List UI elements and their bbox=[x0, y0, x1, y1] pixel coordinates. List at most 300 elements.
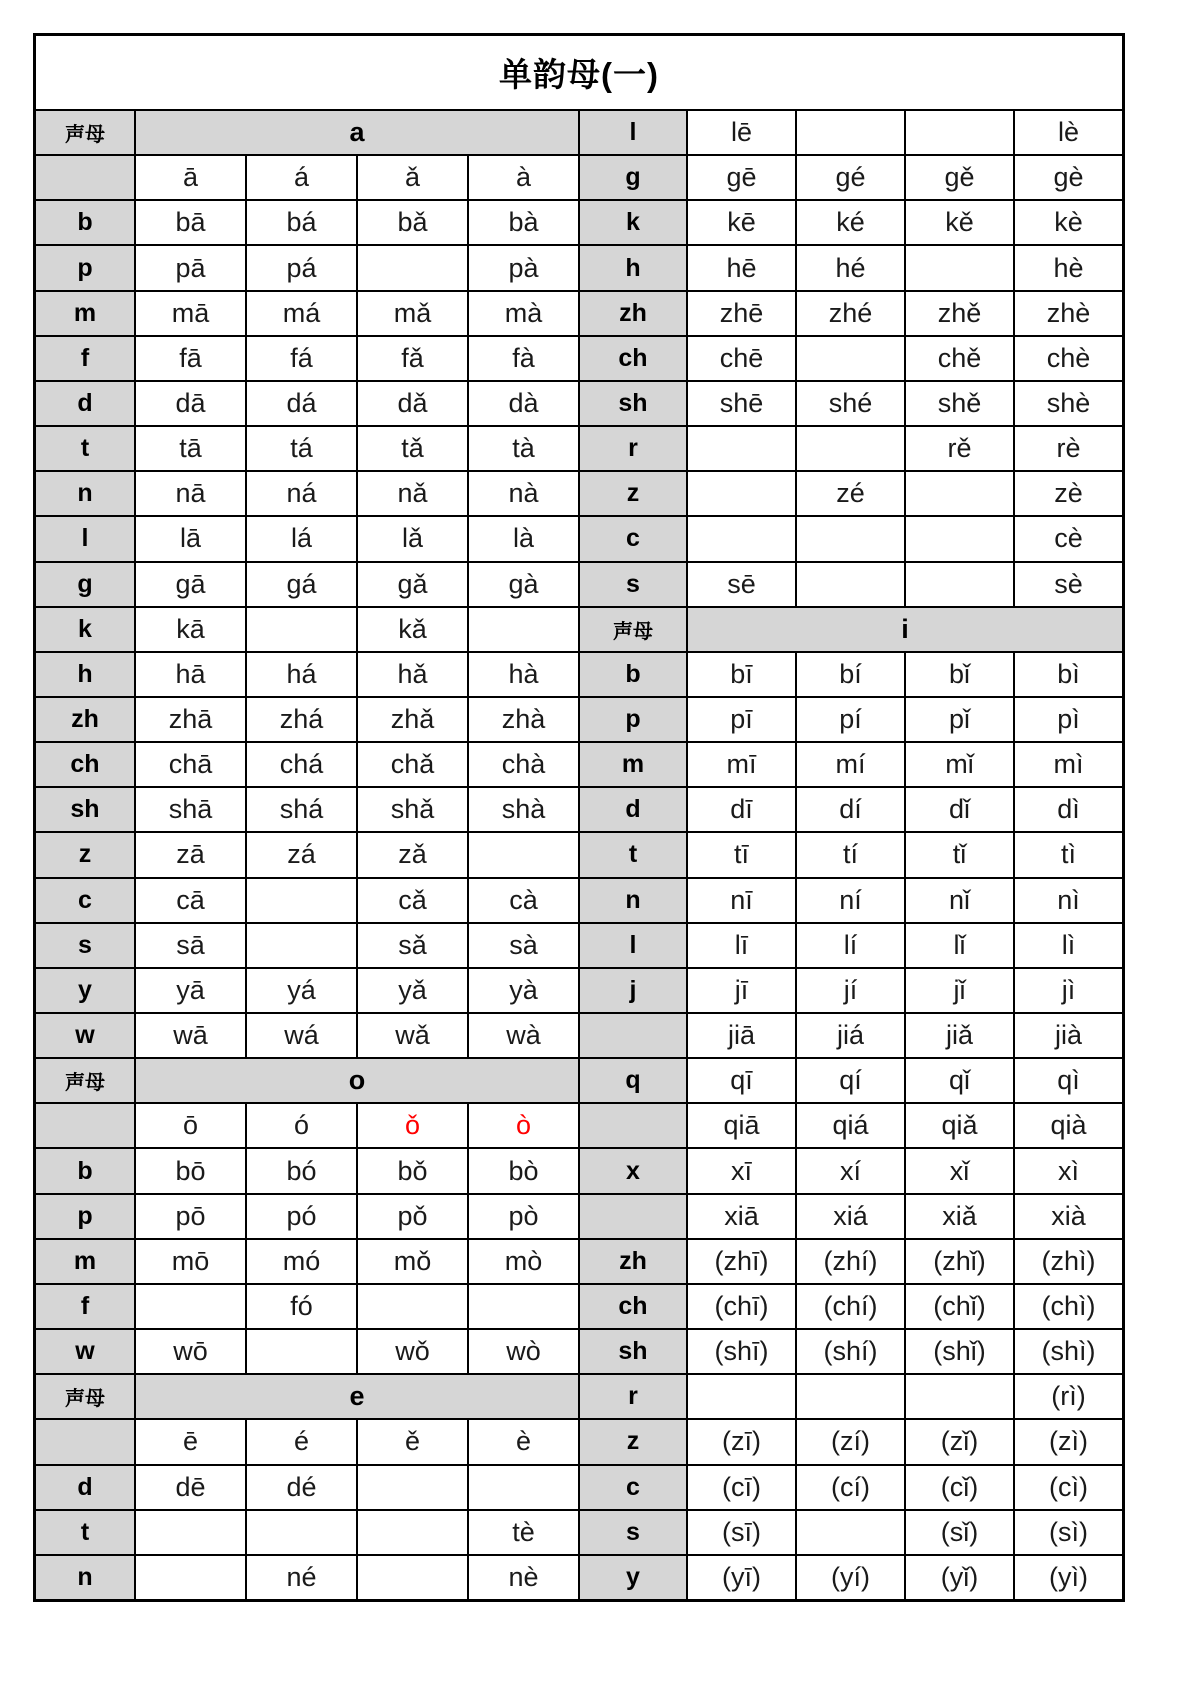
pinyin-cell-right-tone1: qiā bbox=[688, 1104, 795, 1147]
initial-cell-n: n bbox=[580, 879, 686, 922]
pinyin-cell-left-tone1: ē bbox=[136, 1420, 245, 1463]
pinyin-cell-left-tone1: dē bbox=[136, 1466, 245, 1509]
pinyin-cell-left-tone2: dá bbox=[247, 382, 356, 425]
pinyin-cell-right-tone3: shě bbox=[906, 382, 1013, 425]
pinyin-cell-right-tone2: qiá bbox=[797, 1104, 904, 1147]
pinyin-cell-right-tone3: kě bbox=[906, 201, 1013, 244]
pinyin-cell-left-tone2: mó bbox=[247, 1240, 356, 1283]
pinyin-cell-right-tone2 bbox=[797, 517, 904, 560]
pinyin-cell-right-tone4: (zì) bbox=[1015, 1420, 1122, 1463]
pinyin-cell-right-tone3 bbox=[906, 1375, 1013, 1418]
initial-cell-x: x bbox=[580, 1149, 686, 1192]
pinyin-cell-left-tone3: hǎ bbox=[358, 653, 467, 696]
pinyin-cell-left-tone2: á bbox=[247, 156, 356, 199]
pinyin-cell-right-tone3: chě bbox=[906, 337, 1013, 380]
initial-cell-p: p bbox=[36, 246, 134, 289]
pinyin-cell-right-tone4: (zhì) bbox=[1015, 1240, 1122, 1283]
pinyin-cell-right-tone1: jī bbox=[688, 969, 795, 1012]
pinyin-cell-right-tone1: pī bbox=[688, 698, 795, 741]
pinyin-cell-right-tone4: (cì) bbox=[1015, 1466, 1122, 1509]
pinyin-cell-left-tone3: ǒ bbox=[358, 1104, 467, 1147]
pinyin-cell-right-tone1: (shī) bbox=[688, 1330, 795, 1373]
pinyin-cell-right-tone1: (zī) bbox=[688, 1420, 795, 1463]
pinyin-cell-right-tone2: gé bbox=[797, 156, 904, 199]
pinyin-cell-left-tone2 bbox=[247, 608, 356, 651]
final-header-cell-e: e bbox=[136, 1375, 578, 1418]
pinyin-cell-right-tone4: hè bbox=[1015, 246, 1122, 289]
pinyin-cell-left-tone4: sà bbox=[469, 924, 578, 967]
pinyin-cell-left-tone3: bǒ bbox=[358, 1149, 467, 1192]
pinyin-cell-left-tone3 bbox=[358, 1556, 467, 1599]
pinyin-cell-left-tone4: tè bbox=[469, 1511, 578, 1554]
pinyin-cell-right-tone3: jiǎ bbox=[906, 1014, 1013, 1057]
pinyin-cell-right-tone1: kē bbox=[688, 201, 795, 244]
pinyin-cell-left-tone3: ě bbox=[358, 1420, 467, 1463]
pinyin-cell-right-tone4: (shì) bbox=[1015, 1330, 1122, 1373]
initial-cell-m: m bbox=[36, 292, 134, 335]
pinyin-cell-right-tone1: zhē bbox=[688, 292, 795, 335]
pinyin-cell-left-tone1: tā bbox=[136, 427, 245, 470]
pinyin-cell-left-tone4: cà bbox=[469, 879, 578, 922]
initial-cell-h: h bbox=[580, 246, 686, 289]
pinyin-cell-right-tone2: ní bbox=[797, 879, 904, 922]
pinyin-cell-right-tone3: xiǎ bbox=[906, 1195, 1013, 1238]
pinyin-cell-right-tone4: bì bbox=[1015, 653, 1122, 696]
initial-cell-k: k bbox=[36, 608, 134, 651]
initial-cell-b: b bbox=[36, 201, 134, 244]
final-header-cell-i: i bbox=[688, 608, 1122, 651]
pinyin-cell-left-tone1: gā bbox=[136, 563, 245, 606]
pinyin-cell-left-tone3: yǎ bbox=[358, 969, 467, 1012]
pinyin-cell-right-tone2: ké bbox=[797, 201, 904, 244]
pinyin-cell-right-tone4: cè bbox=[1015, 517, 1122, 560]
pinyin-cell-left-tone3 bbox=[358, 1466, 467, 1509]
pinyin-cell-left-tone4: chà bbox=[469, 743, 578, 786]
pinyin-cell-left-tone2: lá bbox=[247, 517, 356, 560]
initial-cell-g: g bbox=[36, 563, 134, 606]
initial-cell-empty bbox=[36, 1420, 134, 1463]
pinyin-cell-left-tone3: tǎ bbox=[358, 427, 467, 470]
pinyin-cell-right-tone4: nì bbox=[1015, 879, 1122, 922]
pinyin-cell-right-tone1 bbox=[688, 1375, 795, 1418]
pinyin-cell-left-tone1: fā bbox=[136, 337, 245, 380]
initial-cell-z: z bbox=[580, 472, 686, 515]
pinyin-cell-left-tone2: bó bbox=[247, 1149, 356, 1192]
pinyin-cell-left-tone4: zhà bbox=[469, 698, 578, 741]
initial-cell-q: q bbox=[580, 1059, 686, 1102]
pinyin-cell-right-tone1: sē bbox=[688, 563, 795, 606]
initial-cell-s: s bbox=[580, 563, 686, 606]
pinyin-cell-left-tone4: yà bbox=[469, 969, 578, 1012]
pinyin-cell-left-tone4 bbox=[469, 1285, 578, 1328]
pinyin-cell-right-tone4: (chì) bbox=[1015, 1285, 1122, 1328]
pinyin-cell-left-tone1: bō bbox=[136, 1149, 245, 1192]
pinyin-cell-left-tone2: tá bbox=[247, 427, 356, 470]
initial-cell-w: w bbox=[36, 1330, 134, 1373]
pinyin-cell-right-tone2: jí bbox=[797, 969, 904, 1012]
pinyin-cell-right-tone2: jiá bbox=[797, 1014, 904, 1057]
pinyin-cell-right-tone3: nǐ bbox=[906, 879, 1013, 922]
pinyin-cell-left-tone1: wō bbox=[136, 1330, 245, 1373]
pinyin-cell-left-tone2 bbox=[247, 1330, 356, 1373]
pinyin-cell-right-tone2 bbox=[797, 111, 904, 154]
pinyin-cell-left-tone2: wá bbox=[247, 1014, 356, 1057]
initial-cell-sh: sh bbox=[580, 1330, 686, 1373]
pinyin-cell-right-tone3 bbox=[906, 246, 1013, 289]
pinyin-cell-left-tone1 bbox=[136, 1285, 245, 1328]
initial-cell-ch: ch bbox=[580, 1285, 686, 1328]
pinyin-cell-right-tone4: (rì) bbox=[1015, 1375, 1122, 1418]
pinyin-cell-right-tone3: gě bbox=[906, 156, 1013, 199]
pinyin-cell-left-tone2: zhá bbox=[247, 698, 356, 741]
initial-cell-p: p bbox=[580, 698, 686, 741]
pinyin-cell-right-tone1: lī bbox=[688, 924, 795, 967]
pinyin-cell-right-tone4: qì bbox=[1015, 1059, 1122, 1102]
pinyin-cell-right-tone2 bbox=[797, 1511, 904, 1554]
pinyin-cell-right-tone4: xì bbox=[1015, 1149, 1122, 1192]
pinyin-cell-left-tone4: nè bbox=[469, 1556, 578, 1599]
pinyin-cell-right-tone1: lē bbox=[688, 111, 795, 154]
pinyin-cell-right-tone1: bī bbox=[688, 653, 795, 696]
pinyin-cell-left-tone2 bbox=[247, 924, 356, 967]
initial-cell-empty bbox=[580, 1014, 686, 1057]
initial-cell-z: z bbox=[36, 833, 134, 876]
pinyin-cell-left-tone4: gà bbox=[469, 563, 578, 606]
pinyin-cell-right-tone1: xiā bbox=[688, 1195, 795, 1238]
initial-cell-g: g bbox=[580, 156, 686, 199]
final-header-cell-o: o bbox=[136, 1059, 578, 1102]
pinyin-cell-right-tone1: gē bbox=[688, 156, 795, 199]
pinyin-cell-right-tone4: lè bbox=[1015, 111, 1122, 154]
initial-cell-y: y bbox=[36, 969, 134, 1012]
pinyin-cell-left-tone4: fà bbox=[469, 337, 578, 380]
pinyin-cell-right-tone2 bbox=[797, 1375, 904, 1418]
pinyin-cell-left-tone2: shá bbox=[247, 788, 356, 831]
pinyin-cell-left-tone1: lā bbox=[136, 517, 245, 560]
pinyin-cell-left-tone4: à bbox=[469, 156, 578, 199]
pinyin-cell-right-tone4: mì bbox=[1015, 743, 1122, 786]
pinyin-cell-left-tone3: kǎ bbox=[358, 608, 467, 651]
pinyin-cell-right-tone1: hē bbox=[688, 246, 795, 289]
pinyin-cell-right-tone1: (cī) bbox=[688, 1466, 795, 1509]
pinyin-cell-left-tone3: gǎ bbox=[358, 563, 467, 606]
pinyin-cell-left-tone4: dà bbox=[469, 382, 578, 425]
initial-cell-n: n bbox=[36, 1556, 134, 1599]
pinyin-cell-right-tone3: xǐ bbox=[906, 1149, 1013, 1192]
initial-cell-z: z bbox=[580, 1420, 686, 1463]
pinyin-cell-left-tone4: mà bbox=[469, 292, 578, 335]
pinyin-cell-right-tone1: xī bbox=[688, 1149, 795, 1192]
pinyin-cell-left-tone4: pà bbox=[469, 246, 578, 289]
pinyin-cell-left-tone2: fá bbox=[247, 337, 356, 380]
pinyin-cell-right-tone2: (zí) bbox=[797, 1420, 904, 1463]
final-header-cell-a: a bbox=[136, 111, 578, 154]
pinyin-cell-left-tone2: pá bbox=[247, 246, 356, 289]
pinyin-cell-right-tone3: (zǐ) bbox=[906, 1420, 1013, 1463]
initial-cell-l: l bbox=[580, 924, 686, 967]
pinyin-cell-right-tone3: tǐ bbox=[906, 833, 1013, 876]
pinyin-cell-left-tone1: nā bbox=[136, 472, 245, 515]
pinyin-cell-left-tone3: fǎ bbox=[358, 337, 467, 380]
pinyin-cell-left-tone4 bbox=[469, 833, 578, 876]
pinyin-cell-left-tone1: sā bbox=[136, 924, 245, 967]
pinyin-cell-left-tone1: pō bbox=[136, 1195, 245, 1238]
initial-cell-empty bbox=[580, 1195, 686, 1238]
pinyin-cell-right-tone2: (yí) bbox=[797, 1556, 904, 1599]
pinyin-cell-left-tone3: cǎ bbox=[358, 879, 467, 922]
pinyin-cell-right-tone2: lí bbox=[797, 924, 904, 967]
initial-cell-c: c bbox=[36, 879, 134, 922]
pinyin-cell-right-tone3 bbox=[906, 111, 1013, 154]
pinyin-cell-left-tone1: chā bbox=[136, 743, 245, 786]
initial-cell-t: t bbox=[36, 1511, 134, 1554]
pinyin-cell-right-tone2: bí bbox=[797, 653, 904, 696]
pinyin-cell-left-tone3: mǎ bbox=[358, 292, 467, 335]
initial-cell-sh: sh bbox=[36, 788, 134, 831]
initial-cell-b: b bbox=[36, 1149, 134, 1192]
pinyin-cell-left-tone2: pó bbox=[247, 1195, 356, 1238]
pinyin-cell-right-tone1: chē bbox=[688, 337, 795, 380]
pinyin-cell-left-tone3: mǒ bbox=[358, 1240, 467, 1283]
initial-cell-d: d bbox=[580, 788, 686, 831]
pinyin-cell-left-tone3: nǎ bbox=[358, 472, 467, 515]
pinyin-cell-left-tone2 bbox=[247, 1511, 356, 1554]
pinyin-cell-right-tone1: mī bbox=[688, 743, 795, 786]
pinyin-cell-right-tone4: pì bbox=[1015, 698, 1122, 741]
shengmu-label-cell: 声母 bbox=[36, 1375, 134, 1418]
pinyin-cell-right-tone2: zhé bbox=[797, 292, 904, 335]
pinyin-cell-left-tone3 bbox=[358, 1511, 467, 1554]
pinyin-cell-left-tone2: fó bbox=[247, 1285, 356, 1328]
pinyin-cell-right-tone3 bbox=[906, 563, 1013, 606]
pinyin-cell-right-tone1: shē bbox=[688, 382, 795, 425]
pinyin-cell-left-tone3: lǎ bbox=[358, 517, 467, 560]
pinyin-cell-right-tone3: (yǐ) bbox=[906, 1556, 1013, 1599]
pinyin-cell-right-tone4: jì bbox=[1015, 969, 1122, 1012]
pinyin-cell-left-tone3: shǎ bbox=[358, 788, 467, 831]
pinyin-cell-right-tone3: (shǐ) bbox=[906, 1330, 1013, 1373]
initial-cell-l: l bbox=[36, 517, 134, 560]
initial-cell-d: d bbox=[36, 1466, 134, 1509]
pinyin-cell-left-tone1: ā bbox=[136, 156, 245, 199]
initial-cell-m: m bbox=[36, 1240, 134, 1283]
pinyin-cell-right-tone3 bbox=[906, 472, 1013, 515]
pinyin-cell-right-tone2: (shí) bbox=[797, 1330, 904, 1373]
pinyin-cell-left-tone2: yá bbox=[247, 969, 356, 1012]
pinyin-cell-right-tone3: lǐ bbox=[906, 924, 1013, 967]
pinyin-cell-left-tone4 bbox=[469, 1466, 578, 1509]
initial-cell-f: f bbox=[36, 337, 134, 380]
pinyin-cell-right-tone2: xí bbox=[797, 1149, 904, 1192]
pinyin-cell-left-tone4: è bbox=[469, 1420, 578, 1463]
pinyin-cell-right-tone2: hé bbox=[797, 246, 904, 289]
initial-cell-f: f bbox=[36, 1285, 134, 1328]
pinyin-cell-left-tone2: gá bbox=[247, 563, 356, 606]
pinyin-cell-right-tone4: kè bbox=[1015, 201, 1122, 244]
initial-cell-l: l bbox=[580, 111, 686, 154]
pinyin-cell-right-tone4: xià bbox=[1015, 1195, 1122, 1238]
pinyin-cell-left-tone1: kā bbox=[136, 608, 245, 651]
pinyin-cell-right-tone2: dí bbox=[797, 788, 904, 831]
initial-cell-ch: ch bbox=[580, 337, 686, 380]
pinyin-cell-right-tone1: qī bbox=[688, 1059, 795, 1102]
pinyin-cell-right-tone4: chè bbox=[1015, 337, 1122, 380]
pinyin-cell-left-tone1: shā bbox=[136, 788, 245, 831]
pinyin-cell-right-tone4: tì bbox=[1015, 833, 1122, 876]
pinyin-cell-right-tone2 bbox=[797, 337, 904, 380]
pinyin-cell-left-tone2: zá bbox=[247, 833, 356, 876]
pinyin-cell-right-tone1: jiā bbox=[688, 1014, 795, 1057]
pinyin-cell-right-tone1: nī bbox=[688, 879, 795, 922]
pinyin-cell-left-tone3: bǎ bbox=[358, 201, 467, 244]
pinyin-cell-left-tone2: há bbox=[247, 653, 356, 696]
pinyin-cell-right-tone3: mǐ bbox=[906, 743, 1013, 786]
pinyin-cell-right-tone2: (cí) bbox=[797, 1466, 904, 1509]
pinyin-cell-right-tone3: zhě bbox=[906, 292, 1013, 335]
pinyin-cell-right-tone2: zé bbox=[797, 472, 904, 515]
pinyin-cell-left-tone1: zhā bbox=[136, 698, 245, 741]
pinyin-cell-left-tone1 bbox=[136, 1556, 245, 1599]
pinyin-cell-right-tone2 bbox=[797, 427, 904, 470]
pinyin-cell-right-tone1 bbox=[688, 472, 795, 515]
pinyin-cell-right-tone2 bbox=[797, 563, 904, 606]
pinyin-cell-right-tone1: (chī) bbox=[688, 1285, 795, 1328]
pinyin-cell-left-tone1: hā bbox=[136, 653, 245, 696]
pinyin-cell-right-tone3: rě bbox=[906, 427, 1013, 470]
pinyin-cell-left-tone4: hà bbox=[469, 653, 578, 696]
pinyin-cell-right-tone2: mí bbox=[797, 743, 904, 786]
pinyin-cell-left-tone4: là bbox=[469, 517, 578, 560]
pinyin-cell-right-tone1: (yī) bbox=[688, 1556, 795, 1599]
pinyin-cell-left-tone1: mā bbox=[136, 292, 245, 335]
initial-cell-empty bbox=[36, 1104, 134, 1147]
initial-cell-k: k bbox=[580, 201, 686, 244]
pinyin-cell-left-tone4: mò bbox=[469, 1240, 578, 1283]
pinyin-cell-left-tone1: pā bbox=[136, 246, 245, 289]
initial-cell-n: n bbox=[36, 472, 134, 515]
pinyin-cell-left-tone3: dǎ bbox=[358, 382, 467, 425]
pinyin-cell-left-tone4 bbox=[469, 608, 578, 651]
pinyin-cell-right-tone3 bbox=[906, 517, 1013, 560]
pinyin-cell-right-tone4: gè bbox=[1015, 156, 1122, 199]
pinyin-cell-left-tone1 bbox=[136, 1511, 245, 1554]
pinyin-cell-right-tone1: tī bbox=[688, 833, 795, 876]
pinyin-cell-right-tone3: (zhǐ) bbox=[906, 1240, 1013, 1283]
pinyin-cell-left-tone3: wǎ bbox=[358, 1014, 467, 1057]
pinyin-cell-left-tone3: sǎ bbox=[358, 924, 467, 967]
pinyin-cell-left-tone2: chá bbox=[247, 743, 356, 786]
pinyin-cell-left-tone1: ō bbox=[136, 1104, 245, 1147]
pinyin-cell-right-tone3: dǐ bbox=[906, 788, 1013, 831]
pinyin-cell-right-tone1: (zhī) bbox=[688, 1240, 795, 1283]
pinyin-cell-left-tone3 bbox=[358, 1285, 467, 1328]
pinyin-cell-right-tone3: jǐ bbox=[906, 969, 1013, 1012]
pinyin-cell-left-tone2: ó bbox=[247, 1104, 356, 1147]
pinyin-cell-right-tone1: dī bbox=[688, 788, 795, 831]
initial-cell-r: r bbox=[580, 427, 686, 470]
pinyin-cell-left-tone3 bbox=[358, 246, 467, 289]
pinyin-cell-left-tone4: bà bbox=[469, 201, 578, 244]
pinyin-cell-right-tone1 bbox=[688, 427, 795, 470]
pinyin-cell-left-tone4: pò bbox=[469, 1195, 578, 1238]
initial-cell-b: b bbox=[580, 653, 686, 696]
pinyin-cell-left-tone1: cā bbox=[136, 879, 245, 922]
pinyin-cell-left-tone2: má bbox=[247, 292, 356, 335]
pinyin-cell-left-tone1: zā bbox=[136, 833, 245, 876]
initial-cell-r: r bbox=[580, 1375, 686, 1418]
initial-cell-zh: zh bbox=[580, 292, 686, 335]
pinyin-cell-left-tone4: tà bbox=[469, 427, 578, 470]
pinyin-cell-right-tone3: (chǐ) bbox=[906, 1285, 1013, 1328]
pinyin-cell-left-tone3: ǎ bbox=[358, 156, 467, 199]
initial-cell-p: p bbox=[36, 1195, 134, 1238]
pinyin-cell-left-tone1: yā bbox=[136, 969, 245, 1012]
pinyin-cell-right-tone2: (chí) bbox=[797, 1285, 904, 1328]
pinyin-cell-left-tone1: bā bbox=[136, 201, 245, 244]
pinyin-cell-left-tone2: ná bbox=[247, 472, 356, 515]
initial-cell-c: c bbox=[580, 517, 686, 560]
pinyin-cell-left-tone2: dé bbox=[247, 1466, 356, 1509]
pinyin-cell-left-tone3: zhǎ bbox=[358, 698, 467, 741]
pinyin-cell-left-tone4: wà bbox=[469, 1014, 578, 1057]
initial-cell-w: w bbox=[36, 1014, 134, 1057]
shengmu-label-cell: 声母 bbox=[580, 608, 686, 651]
pinyin-cell-left-tone1: dā bbox=[136, 382, 245, 425]
pinyin-cell-right-tone3: qǐ bbox=[906, 1059, 1013, 1102]
pinyin-cell-right-tone4: (sì) bbox=[1015, 1511, 1122, 1554]
initial-cell-empty bbox=[36, 156, 134, 199]
pinyin-cell-left-tone2: bá bbox=[247, 201, 356, 244]
pinyin-cell-right-tone4: qià bbox=[1015, 1104, 1122, 1147]
pinyin-cell-right-tone4: lì bbox=[1015, 924, 1122, 967]
initial-cell-empty bbox=[580, 1104, 686, 1147]
page-title: 单韵母(一) bbox=[36, 36, 1122, 109]
pinyin-cell-right-tone3: (sǐ) bbox=[906, 1511, 1013, 1554]
initial-cell-d: d bbox=[36, 382, 134, 425]
initial-cell-s: s bbox=[580, 1511, 686, 1554]
pinyin-cell-left-tone3: pǒ bbox=[358, 1195, 467, 1238]
pinyin-cell-right-tone2: tí bbox=[797, 833, 904, 876]
pinyin-cell-left-tone1: wā bbox=[136, 1014, 245, 1057]
pinyin-cell-right-tone2: xiá bbox=[797, 1195, 904, 1238]
pinyin-cell-right-tone1 bbox=[688, 517, 795, 560]
pinyin-cell-left-tone3: zǎ bbox=[358, 833, 467, 876]
pinyin-cell-right-tone2: (zhí) bbox=[797, 1240, 904, 1283]
pinyin-cell-right-tone4: (yì) bbox=[1015, 1556, 1122, 1599]
pinyin-cell-left-tone4: wò bbox=[469, 1330, 578, 1373]
pinyin-cell-left-tone3: wǒ bbox=[358, 1330, 467, 1373]
initial-cell-c: c bbox=[580, 1466, 686, 1509]
pinyin-cell-right-tone4: jià bbox=[1015, 1014, 1122, 1057]
pinyin-cell-right-tone2: pí bbox=[797, 698, 904, 741]
pinyin-cell-right-tone3: bǐ bbox=[906, 653, 1013, 696]
pinyin-cell-right-tone4: rè bbox=[1015, 427, 1122, 470]
pinyin-cell-left-tone2: é bbox=[247, 1420, 356, 1463]
pinyin-cell-right-tone3: pǐ bbox=[906, 698, 1013, 741]
initial-cell-j: j bbox=[580, 969, 686, 1012]
shengmu-label-cell: 声母 bbox=[36, 1059, 134, 1102]
initial-cell-t: t bbox=[580, 833, 686, 876]
pinyin-cell-left-tone2: né bbox=[247, 1556, 356, 1599]
pinyin-cell-right-tone4: sè bbox=[1015, 563, 1122, 606]
pinyin-cell-left-tone4: shà bbox=[469, 788, 578, 831]
initial-cell-ch: ch bbox=[36, 743, 134, 786]
pinyin-cell-right-tone4: dì bbox=[1015, 788, 1122, 831]
pinyin-cell-right-tone3: (cǐ) bbox=[906, 1466, 1013, 1509]
pinyin-cell-right-tone2: qí bbox=[797, 1059, 904, 1102]
pinyin-cell-left-tone3: chǎ bbox=[358, 743, 467, 786]
shengmu-label-cell: 声母 bbox=[36, 111, 134, 154]
